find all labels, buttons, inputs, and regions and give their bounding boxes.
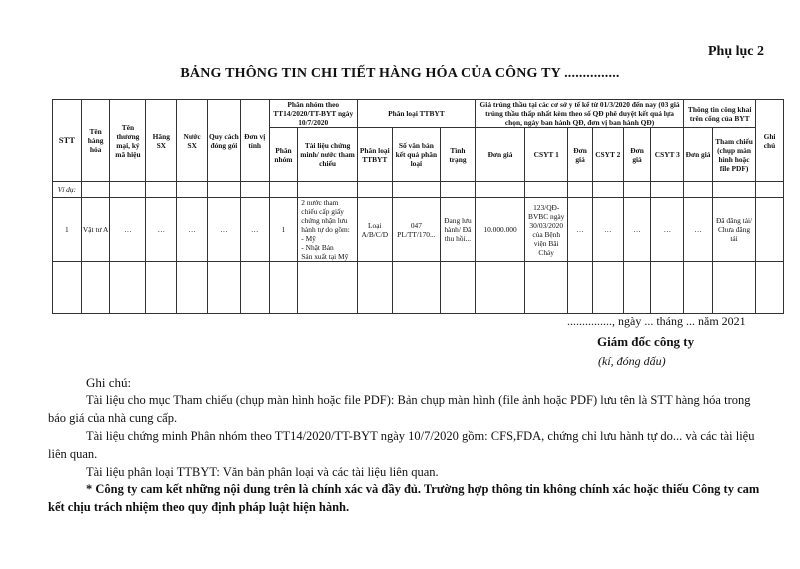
evidence-line-3: - Nhật Bản	[301, 243, 334, 252]
table-row	[53, 182, 784, 198]
cell-group: 1	[269, 198, 298, 262]
cell-manufacturer: …	[146, 198, 177, 262]
col-unit-price-1: Đơn giá	[475, 128, 524, 182]
col-csyt-3: CSYT 3	[651, 128, 684, 182]
col-csyt-2: CSYT 2	[592, 128, 623, 182]
cell-ttbyt-class: Loại A/B/C/D	[357, 198, 392, 262]
cell-document-number: 047 PL/TT/170...	[392, 198, 440, 262]
col-document-number: Số văn bản kết quả phân loại	[392, 128, 440, 182]
col-manufacturer: Hãng SX	[146, 100, 177, 182]
note-classification: Tài liệu phân loại TTBYT: Văn bản phân loại và các tài liệu liên quan.	[86, 465, 439, 479]
evidence-line-1: 2 nước tham chiếu cấp giấy chứng nhận lưu hành tự do gồm:	[301, 198, 350, 234]
product-info-table	[52, 99, 784, 314]
col-country: Nước SX	[177, 100, 208, 182]
cell-csyt-2: …	[592, 198, 623, 262]
notes-heading: Ghi chú:	[86, 375, 132, 390]
evidence-line-4: Sản xuất tại Mỹ	[301, 252, 349, 261]
signature-date-line: ..............., ngày ... tháng ... năm 2021	[567, 314, 746, 328]
cell-packaging: …	[207, 198, 240, 262]
col-unit-price-3: Đơn giá	[623, 128, 651, 182]
table-row	[53, 198, 784, 262]
cell-unit-price-3: …	[623, 198, 651, 262]
col-unit-price-public: Đơn giá	[684, 128, 713, 182]
col-reference: Tham chiếu (chụp màn hình hoặc file PDF)	[712, 128, 755, 182]
col-product-name: Tên hàng hóa	[81, 100, 110, 182]
cell-unit-price-2: …	[568, 198, 593, 262]
cell-country: …	[177, 198, 208, 262]
document-title: BẢNG THÔNG TIN CHI TIẾT HÀNG HÓA CỦA CÔNG TY ...............	[180, 66, 620, 81]
cell-reference: Đã đăng tải/ Chưa đăng tải	[712, 198, 755, 262]
note-evidence: Tài liệu chứng minh Phân nhóm theo TT14/2020/TT-BYT ngày 10/7/2020 gồm: CFS,FDA, chứng chỉ lưu hành tự do... và các tài liệu liên quan.	[48, 429, 755, 461]
cell-unit: …	[240, 198, 269, 262]
col-group: Phân nhóm	[269, 128, 298, 182]
col-trade-name: Tên thương mại, ký mã hiệu	[110, 100, 146, 182]
cell-unit-price-1: 10.000.000	[475, 198, 524, 262]
group-classification: Phân nhóm theo TT14/2020/TT-BYT ngày 10/7/2020	[269, 100, 357, 128]
col-ttbyt-class: Phân loại TTBYT	[357, 128, 392, 182]
signature-seal-note: (kí, đóng dấu)	[598, 354, 666, 368]
group-ttbyt: Phân loại TTBYT	[357, 100, 475, 128]
cell-notes	[756, 198, 784, 262]
cell-csyt-3: …	[651, 198, 684, 262]
appendix-label: Phụ lục 2	[707, 44, 764, 59]
cell-evidence	[298, 198, 358, 262]
col-status: Tình trạng	[440, 128, 475, 182]
group-winning-price: Giá trúng thầu tại các cơ sở y tế kể từ 01/3/2020 đến nay (03 giá trúng thầu thấp nhất kèm theo số QĐ phê duyệt kết quả lựa chọn, ngày ban hành QĐ, đơn vị ban hành QĐ)	[475, 100, 683, 128]
evidence-line-2: - Mỹ	[301, 234, 316, 243]
example-label: Ví dụ:	[53, 182, 82, 198]
group-public-info: Thông tin công khai trên cổng của BYT	[684, 100, 756, 128]
col-notes: Ghi chú	[756, 100, 784, 182]
col-packaging: Quy cách đóng gói	[207, 100, 240, 182]
cell-trade-name: …	[110, 198, 146, 262]
cell-csyt-1: 123/QĐ-BVBC ngày 30/03/2020 của Bệnh viện Bãi Cháy	[525, 198, 568, 262]
cell-unit-price-public: …	[684, 198, 713, 262]
cell-product-name: Vật tư A	[81, 198, 110, 262]
col-unit: Đơn vị tính	[240, 100, 269, 182]
note-commitment: * Công ty cam kết những nội dung trên là chính xác và đầy đủ. Trường hợp thông tin không chính xác hoặc thiếu Công ty cam kết chịu trách nhiệm theo quy định pháp luật hiện hành.	[48, 482, 760, 514]
table-row	[53, 262, 784, 314]
col-csyt-1: CSYT 1	[525, 128, 568, 182]
note-reference: Tài liệu cho mục Tham chiếu (chụp màn hình hoặc file PDF): Bản chụp màn hình (file ảnh hoặc PDF) lưu tên là STT hàng hóa trong báo giá của nhà cung cấp.	[48, 393, 751, 425]
col-evidence: Tài liệu chứng minh/ nước tham chiếu	[298, 128, 358, 182]
signature-director: Giám đốc công ty	[597, 334, 695, 349]
col-unit-price-2: Đơn giá	[568, 128, 593, 182]
cell-stt: 1	[53, 198, 82, 262]
col-stt: STT	[53, 100, 82, 182]
cell-status: Đang lưu hành/ Đã thu hồi...	[440, 198, 475, 262]
